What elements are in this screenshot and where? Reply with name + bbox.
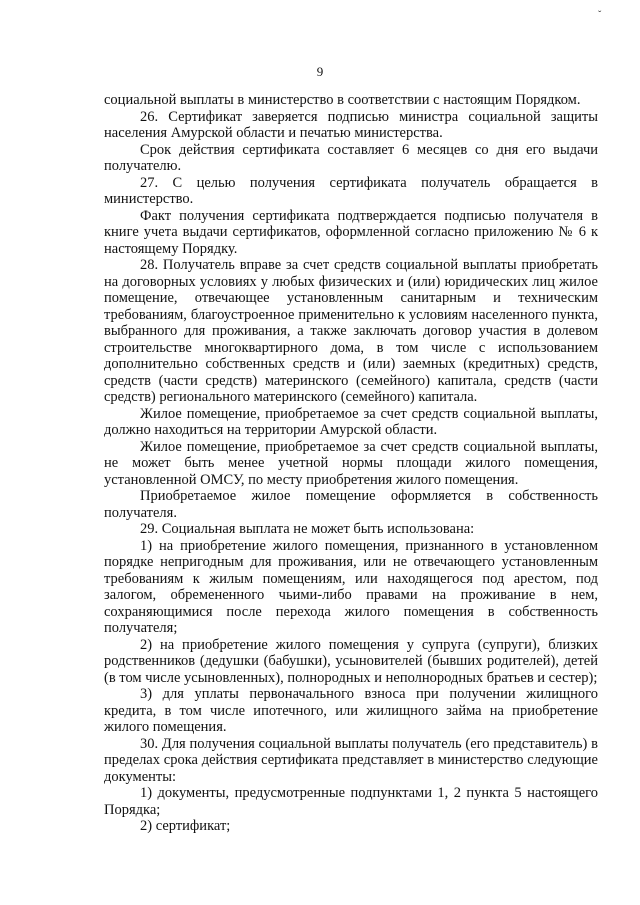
paragraph-location-requirement: Жилое помещение, приобретаемое за счет средств социальной выплаты, должно находиться на территории Амурской области. [104, 405, 598, 438]
list-item-29-2: 2) на приобретение жилого помещения у супруга (супруги), близких родственников (дедушки (бабушки), усыновителей (бывших родителей), детей (в том числе усыновленных), полнородных и неполнородных братьев и сестер); [104, 636, 598, 686]
list-item-29-3: 3) для уплаты первоначального взноса при получении жилищного кредита, в том числе ипотечного, или жилищного займа на приобретение жилого помещения. [104, 686, 598, 735]
paragraph-area-requirement: Жилое помещение, приобретаемое за счет средств социальной выплаты, не может быть менее учетной нормы площади жилого помещения, установленной ОМСУ, по месту приобретения жилого помещения. [104, 438, 598, 488]
paragraph-certificate-receipt: Факт получения сертификата подтверждается подписью получателя в книге учета выдачи сертификатов, оформленной согласно приложению № 6 к настоящему Порядку. [104, 207, 598, 257]
corner-mark: ˇ [598, 10, 602, 21]
paragraph-ownership: Приобретаемое жилое помещение оформляется в собственность получателя. [104, 488, 598, 521]
paragraph-28: 28. Получатель вправе за счет средств социальной выплаты приобретать на договорных условиях у любых физических и (или) юридических лиц жилое помещение, отвечающее установленным санитарным и техническим требованиям, благоустроенное применительно к условиям населенного пункта, выбранного для проживания, а также заключать договор участия в долевом строительстве многоквартирного дома, в том числе с использованием дополнительно собственных средств и (или) заемных (кредитных) средств, средств (части средств) материнского (семейного) капитала, средств (части средств) регионального материнского (семейного) капитала. [104, 257, 598, 405]
paragraph-26: 26. Сертификат заверяется подписью министра социальной защиты населения Амурской области и печатью министерства. [104, 108, 598, 141]
paragraph-29: 29. Социальная выплата не может быть использована: [140, 521, 475, 537]
list-item-30-2: 2) сертификат; [140, 818, 231, 834]
document-body [104, 92, 598, 835]
paragraph-continuation: социальной выплаты в министерство в соответствии с настоящим Порядком. [104, 92, 581, 108]
list-item-29-1: 1) на приобретение жилого помещения, признанного в установленном порядке непригодным для проживания, или не отвечающего установленным требованиям к жилым помещениям, или находящегося под арестом, под залогом, обремененного чьими-либо правами на проживание в нем, сохраняющимися после перехода жилого помещения в собственность получателя; [104, 537, 598, 636]
list-item-30-1: 1) документы, предусмотренные подпунктами 1, 2 пункта 5 настоящего Порядка; [104, 785, 598, 818]
paragraph-27: 27. С целью получения сертификата получатель обращается в министерство. [104, 174, 598, 207]
page-number: 9 [316, 64, 324, 79]
paragraph-30: 30. Для получения социальной выплаты получатель (его представитель) в пределах срока действия сертификата представляет в министерство следующие документы: [104, 735, 598, 785]
paragraph-certificate-validity: Срок действия сертификата составляет 6 месяцев со дня его выдачи получателю. [104, 141, 598, 174]
